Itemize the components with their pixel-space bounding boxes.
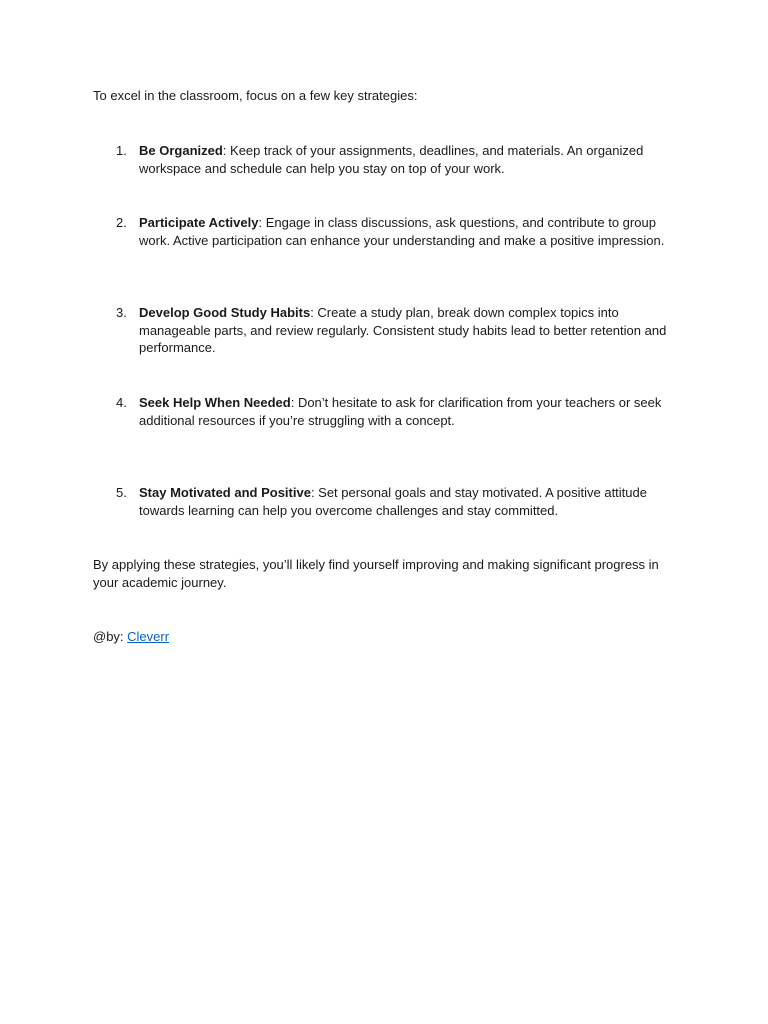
- credit-prefix: @by:: [93, 629, 128, 644]
- author-link[interactable]: Cleverr: [127, 629, 170, 644]
- list-item-title: Develop Good Study Habits: [139, 305, 311, 320]
- list-item-number: 4.: [116, 395, 127, 410]
- list-item-text: : Keep track of your assignments, deadlines, and materials. An organized workspace and schedule can help you stay on top of your work.: [139, 143, 644, 176]
- list-item-number: 1.: [116, 143, 127, 158]
- list-item-number: 5.: [116, 485, 127, 500]
- list-item-title: Stay Motivated and Positive: [139, 485, 311, 500]
- list-item-number: 3.: [116, 305, 127, 320]
- intro-paragraph: To excel in the classroom, focus on a few key strategies:: [93, 88, 418, 103]
- credit-line: [93, 628, 169, 646]
- list-item-text: : Set personal goals and stay motivated. A positive attitude towards learning can help you overcome challenges and stay committed.: [139, 485, 647, 518]
- list-item-body: [139, 484, 678, 519]
- list-item-text: : Create a study plan, break down complex topics into manageable parts, and review regularly. Consistent study habits lead to better retention and performance.: [139, 305, 667, 355]
- list-item-title: Seek Help When Needed: [139, 395, 291, 410]
- list-item-title: Participate Actively: [139, 215, 259, 230]
- list-item-body: [139, 142, 678, 177]
- outro-paragraph: By applying these strategies, you’ll likely find yourself improving and making significant progress in your academic journey.: [93, 557, 659, 590]
- list-item-title: Be Organized: [139, 143, 223, 158]
- list-item-body: [139, 394, 678, 429]
- list-item-body: [139, 304, 678, 357]
- list-item-text: : Don’t hesitate to ask for clarification from your teachers or seek additional resources if you’re struggling with a concept.: [139, 395, 662, 428]
- list-item-number: 2.: [116, 215, 127, 230]
- document-page: [93, 87, 678, 644]
- list-item-body: [139, 214, 678, 249]
- list-item-text: : Engage in class discussions, ask questions, and contribute to group work. Active participation can enhance your understanding and make a positive impression.: [139, 215, 665, 248]
